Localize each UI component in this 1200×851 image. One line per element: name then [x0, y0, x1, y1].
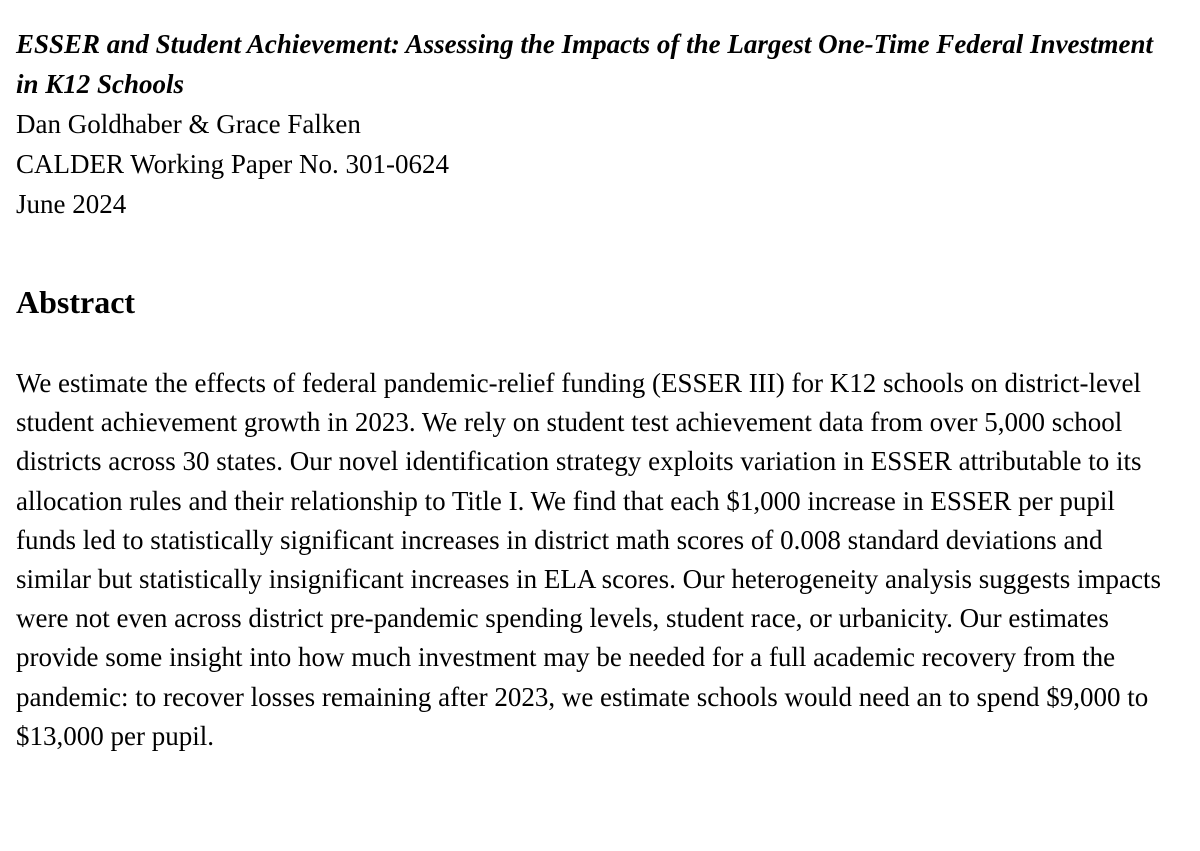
paper-title: ESSER and Student Achievement: Assessing the Impacts of the Largest One-Time Federal Investment in K12 Schools: [16, 29, 1154, 99]
paper-page: [16, 24, 1176, 751]
paper-series: CALDER Working Paper No. 301-0624: [16, 149, 450, 179]
paper-authors: Dan Goldhaber & Grace Falken: [16, 109, 361, 139]
abstract-heading: Abstract: [16, 284, 136, 320]
abstract-text: We estimate the effects of federal pandemic-relief funding (ESSER III) for K12 schools on district-level student achievement growth in 2023. We rely on student test achievement data from over 5,000 school districts across 30 states. Our novel identification strategy exploits variation in ESSER attributable to its allocation rules and their relationship to Title I. We find that each $1,000 increase in ESSER per pupil funds led to statistically significant increases in district math scores of 0.008 standard deviations and similar but statistically insignificant increases in ELA scores. Our heterogeneity analysis suggests impacts were not even across district pre-pandemic spending levels, student race, or urbanicity. Our estimates provide some insight into how much investment may be needed for a full academic recovery from the pandemic: to recover losses remaining after 2023, we estimate schools would need an to spend $9,000 to $13,000 per pupil.: [16, 368, 1161, 751]
paper-date: June 2024: [16, 189, 127, 219]
